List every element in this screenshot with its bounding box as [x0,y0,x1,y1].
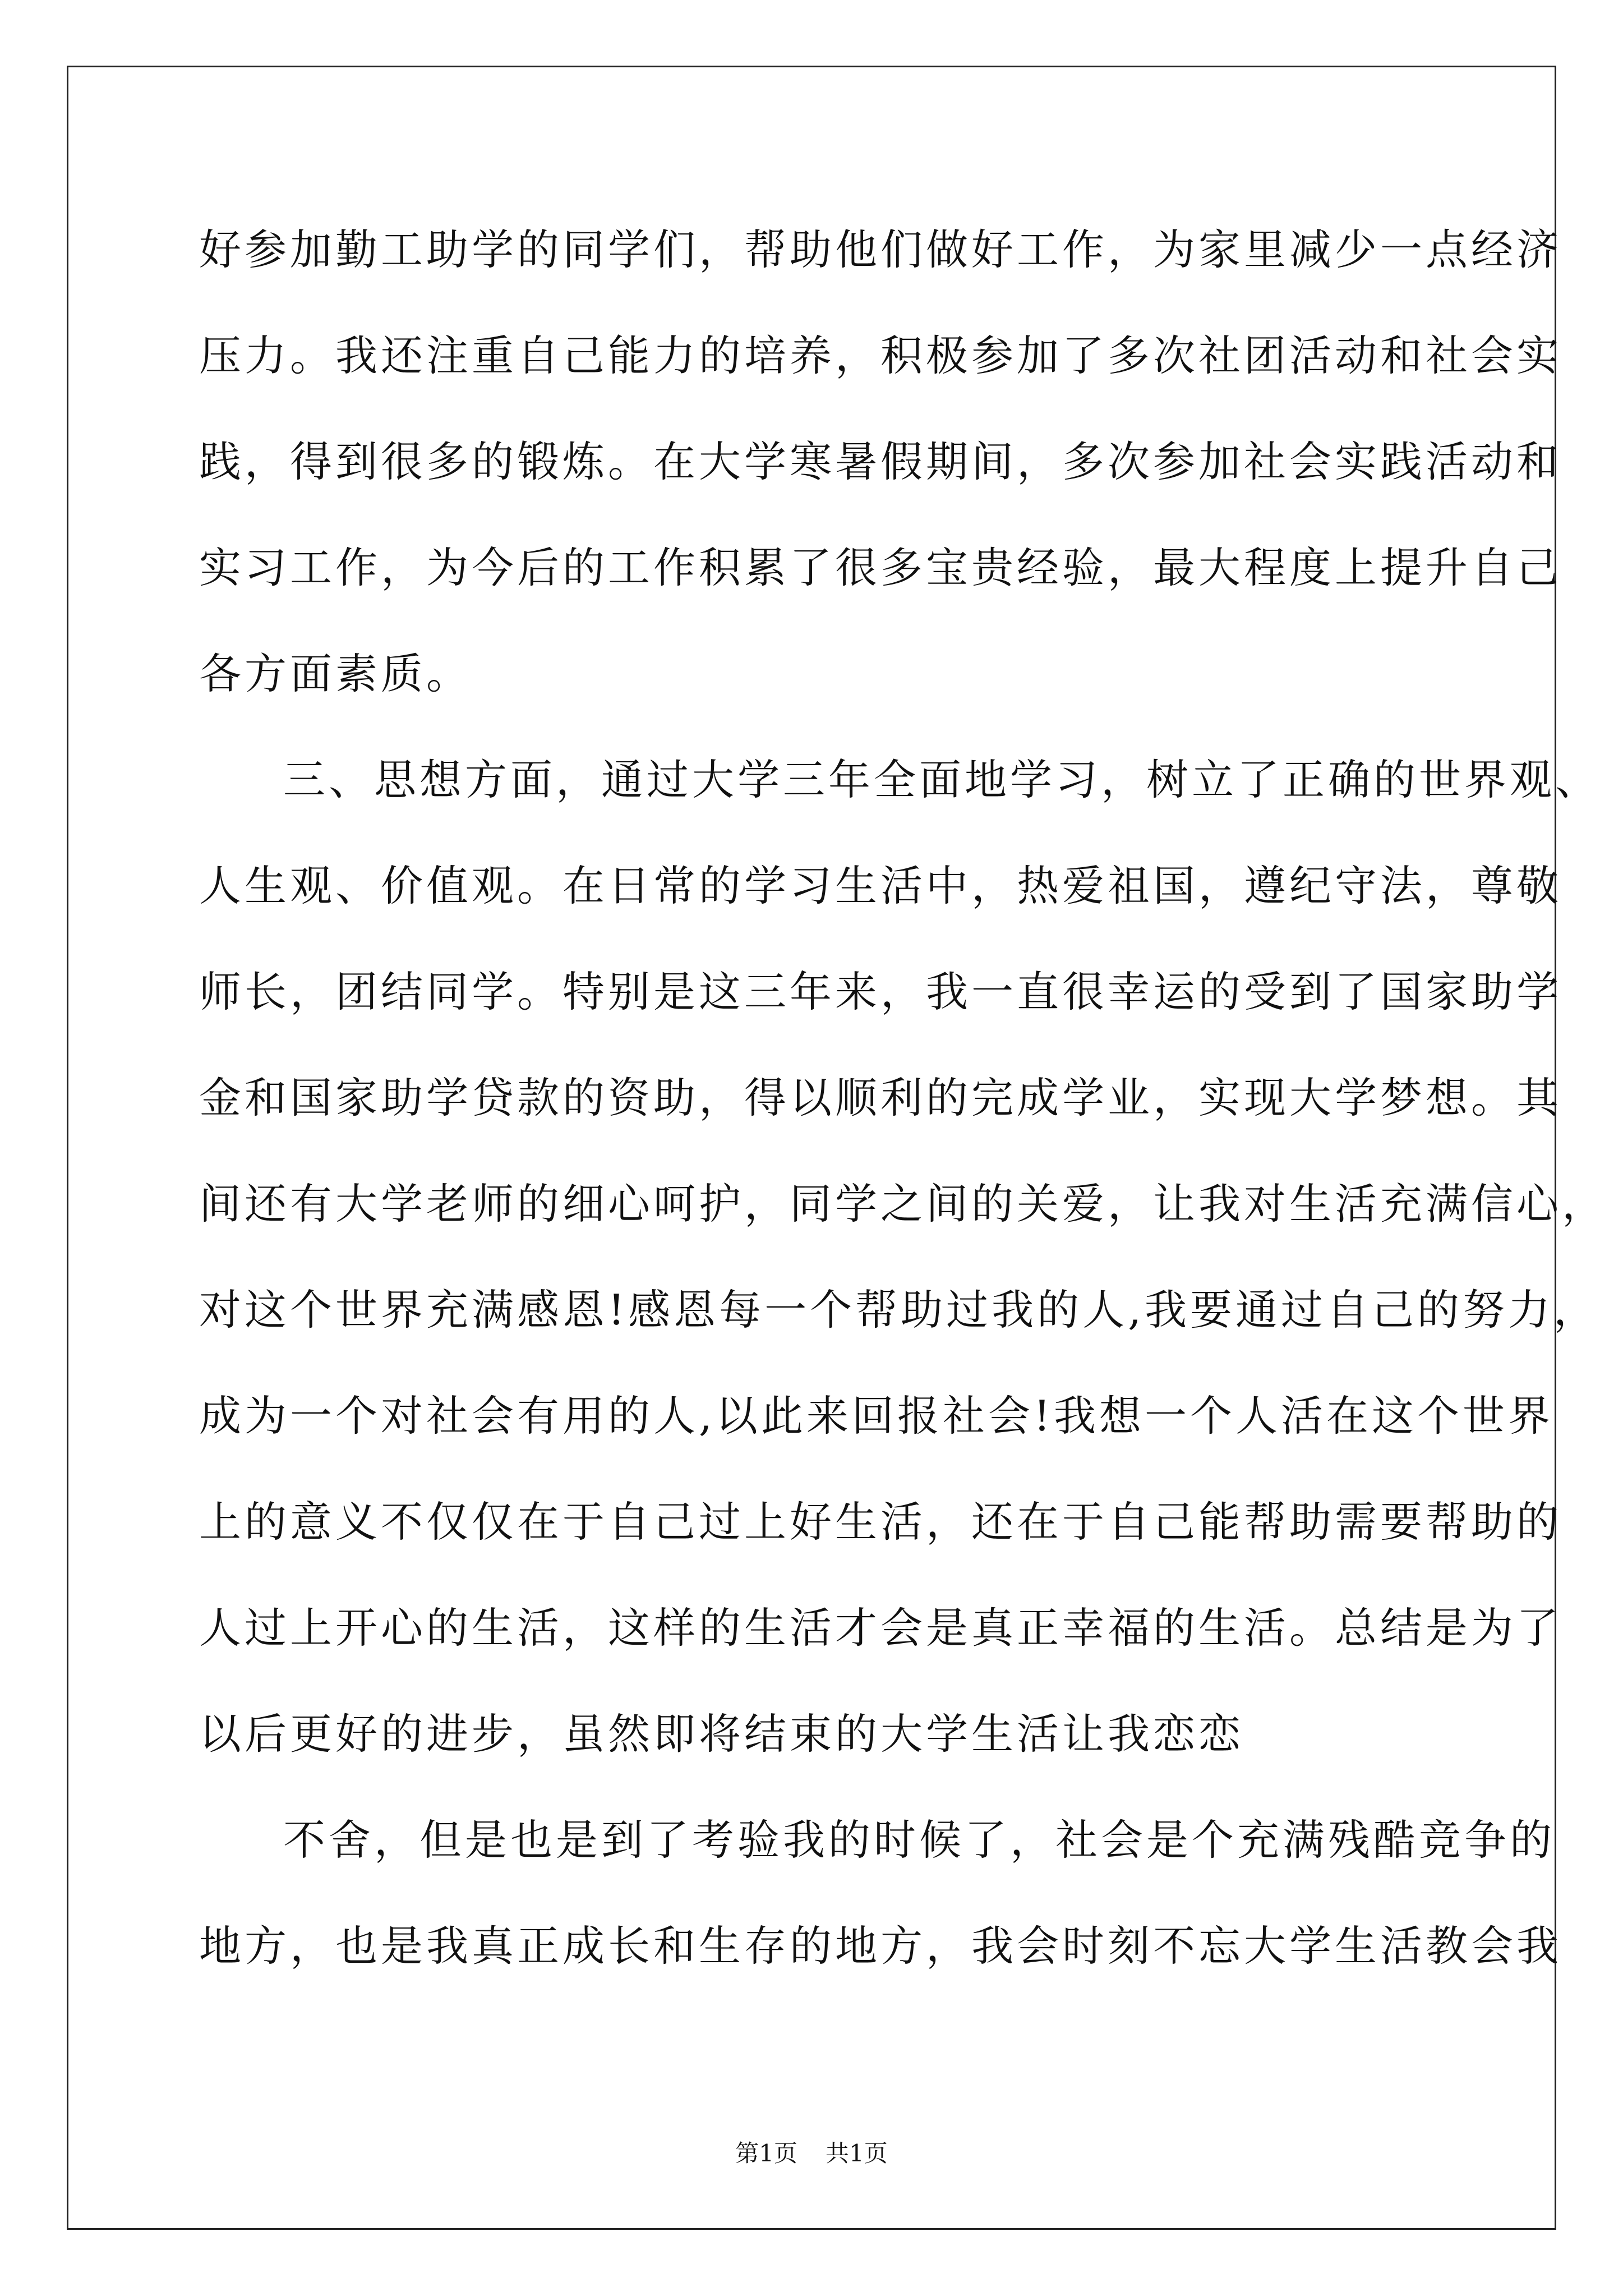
text-line: 实习工作，为今后的工作积累了很多宝贵经验，最大程度上提升自己 [199,543,1562,592]
text-line: 上的意义不仅仅在于自己过上好生活，还在于自己能帮助需要帮助的 [199,1497,1562,1547]
paragraph-start-line: 不舍，但是也是到了考验我的时候了，社会是个充满残酷竞争的 [283,1815,1556,1865]
document-body [199,222,1608,2024]
text-line: 成为一个对社会有用的人,以此来回报社会!我想一个人活在这个世界 [199,1391,1553,1441]
text-line: 人生观、价值观。在日常的学习生活中，热爱祖国，遵纪守法，尊敬 [199,861,1562,910]
text-line: 对这个世界充满感恩!感恩每一个帮助过我的人,我要通过自己的努力， [199,1285,1599,1335]
text-line: 压力。我还注重自己能力的培养，积极参加了多次社团活动和社会实 [199,331,1562,380]
page-footer [0,2139,1623,2168]
text-line: 各方面素质。 [199,649,472,698]
text-line: 以后更好的进步，虽然即将结束的大学生活让我恋恋 [199,1709,1244,1759]
page-number: 第1页 [735,2139,797,2167]
text-line: 好参加勤工助学的同学们，帮助他们做好工作，为家里减少一点经济 [199,225,1562,274]
text-line: 人过上开心的生活，这样的生活才会是真正幸福的生活。总结是为了 [199,1603,1562,1653]
text-line: 间还有大学老师的细心呵护，同学之间的关爱，让我对生活充满信心， [199,1179,1608,1228]
text-line: 地方，也是我真正成长和生存的地方，我会时刻不忘大学生活教会我 [199,1921,1562,1971]
text-line: 金和国家助学贷款的资助，得以顺利的完成学业，实现大学梦想。其 [199,1073,1562,1122]
text-line: 师长，团结同学。特别是这三年来，我一直很幸运的受到了国家助学 [199,967,1562,1016]
page-total: 共1页 [826,2139,888,2167]
text-line: 践，得到很多的锻炼。在大学寒暑假期间，多次参加社会实践活动和 [199,437,1562,486]
paragraph-start-line: 三、思想方面，通过大学三年全面地学习，树立了正确的世界观、 [283,755,1601,804]
